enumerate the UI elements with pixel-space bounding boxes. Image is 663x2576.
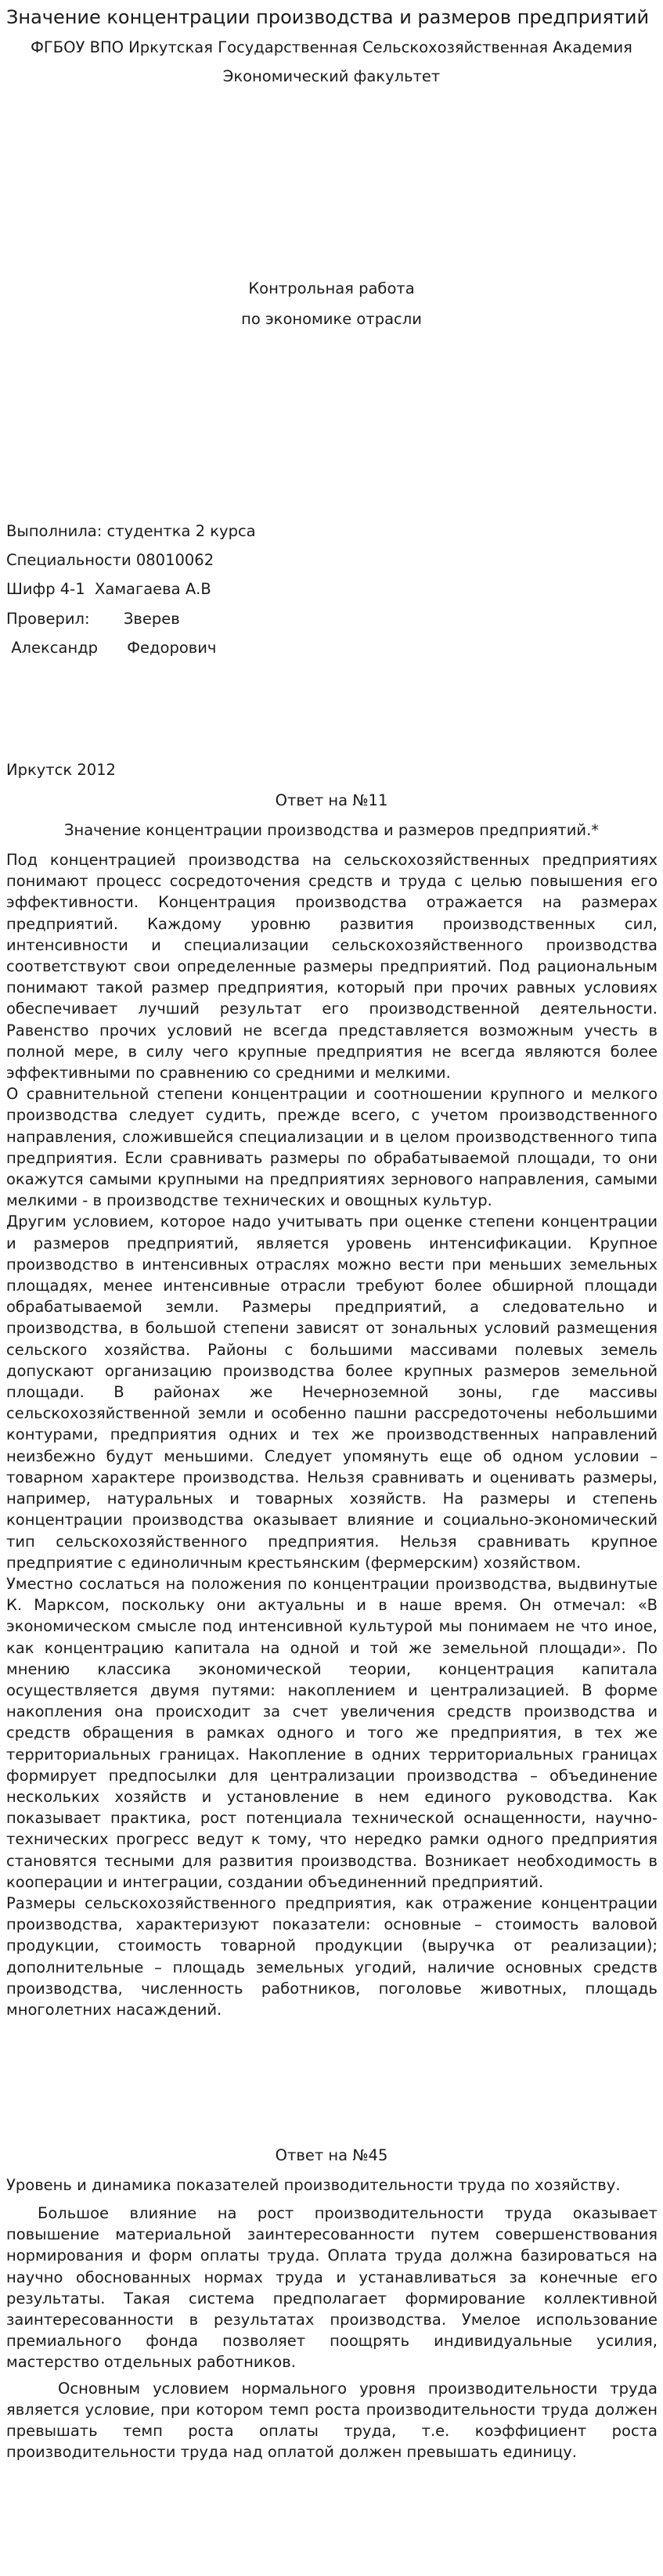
city-year: Иркутск 2012	[6, 761, 116, 779]
answer-11-heading: Ответ на №11	[275, 791, 388, 809]
answer-11-subheading: Значение концентрации производства и размеров предприятий.*	[63, 821, 600, 839]
answer-11-body	[6, 849, 658, 2020]
paragraph: Размеры сельскохозяйственного предприятия, как отражение концентрации производства, характеризуют показатели: основные – стоимость валовой продукции, стоимость товарной продукции (выручка от реализации); дополнительные – площадь земельных угодий, наличие основных средств производства, численность работников, поголовье животных, площадь многолетних насаждений.	[6, 1893, 658, 2019]
institution-name: ФГБОУ ВПО Иркутская Государственная Сельскохозяйственная Академия	[31, 38, 632, 56]
paragraph: Под концентрацией производства на сельскохозяйственных предприятиях понимают процесс сосредоточения средств и труда с целью повышения его эффективности. Концентрация производства отражается на размерах предприятий. Каждому уровню развития производственных сил, интенсивности и специализации сельскохозяйственного производства соответствуют свои определенные размеры предприятий. Под рациональным понимают такой размер предприятия, который при прочих равных условиях обеспечивает лучший результат его производственной деятельности. Равенство прочих условий не всегда представляется возможным учесть в полной мере, в силу чего крупные предприятия не всегда являются более эффективными по сравнению со средними и мелкими.	[6, 851, 658, 1083]
author-line: Александр Федорович	[6, 639, 217, 657]
subject: по экономике отрасли	[241, 310, 422, 328]
author-line: Шифр 4-1 Хамагаева А.В	[6, 580, 211, 598]
work-type: Контрольная работа	[248, 279, 415, 297]
author-line: Специальности 08010062	[6, 551, 214, 569]
paragraph: Большое влияние на рост производительности труда оказывает повышение материальной заинтересованности путем совершенствования нормирования и форм оплаты труда. Оплата труда должна базироваться на научно обоснованных нормах труда и устанавливаться за конечные его результаты. Такая система предполагает формирование коллективной заинтересованности в результатах производства. Умелое использование премиального фонда позволяет поощрять индивидуальные усилия, мастерство отдельных работников.	[6, 2204, 658, 2372]
paragraph: Уместно сослаться на положения по концентрации производства, выдвинутые К. Марксом, поскольку они актуальны и в наше время. Он отмечал: «В экономическом смысле под интенсивной культурой мы понимаем не что иное, как концентрацию капитала на одной и той же земельной площади». По мнению классика экономической теории, концентрация капитала осуществляется двумя путями: накоплением и централизацией. В форме накопления она происходит за счет увеличения средств производства и средств обращения в рамках одного и того же предприятия, в тех же территориальных границах. Накопление в одних территориальных границах формирует предпосылки для централизации производства – объединение нескольких хозяйств и установление в нем единого руководства. Как показывает практика, рост потенциала технической оснащенности, научно-технических прогресс ведут к тому, что нередко рамки одного предприятия становятся тесными для развития производства. Возникает необходимость в кооперации и интеграции, создании объединенний предприятий.	[6, 1574, 658, 1891]
author-line: Выполнила: студентка 2 курса	[6, 522, 256, 540]
paragraph: Другим условием, которое надо учитывать при оценке степени концентрации и размеров предприятий, является уровень интенсификации. Крупное производство в интенсивных отраслях можно вести при меньших земельных площадях, менее интенсивные отрасли требуют более обширной площади обрабатываемой земли. Размеры предприятий, а следовательно и производства, в большой степени зависят от зональных условий размещения сельского хозяйства. Районы с большими массивами полевых земель допускают организацию производства более крупных размеров земельной площади. В районах же Нечерноземной зоны, где массивы сельскохозяйственной земли и особенно пашни рассредоточены небольшими контурами, предприятия одних и тех же производственных направлений неизбежно будут меньшими. Следует упомянуть еще об одном условии – товарном характере производства. Нельзя сравнивать и оценивать размеры, например, натуральных и товарных хозяйств. На размеры и степень концентрации производства оказывает влияние и социально-экономический тип сельскохозяйственного предприятия. Нельзя сравнивать крупное предприятие с единоличным крестьянским (фермерским) хозяйством.	[6, 1212, 658, 1572]
page-title: Значение концентрации производства и размеров предприятий	[6, 6, 650, 28]
answer-45-heading: Ответ на №45	[275, 2146, 388, 2164]
faculty-name: Экономический факультет	[222, 67, 441, 85]
paragraph: О сравнительной степени концентрации и соотношении крупного и мелкого производства следует судить, прежде всего, с учетом производственного направления, сложившейся специализации и в целом производственного типа предприятия. Если сравнивать размеры по обрабатываемой площади, то они окажутся самыми крупными на предприятиях зернового направления, самыми мелкими - в производстве технических и овощных культур.	[6, 1085, 658, 1210]
answer-45-body	[6, 2203, 658, 2463]
answer-45-subheading: Уровень и динамика показателей производительности труда по хозяйству.	[6, 2176, 621, 2194]
author-line: Проверил: Зверев	[6, 610, 180, 628]
paragraph: Основным условием нормального уровня производительности труда является условие, при котором темп роста производительности труда должен превышать темп роста оплаты труда, т.е. коэффициент роста производительности труда над оплатой должен превышать единицу.	[6, 2379, 658, 2462]
